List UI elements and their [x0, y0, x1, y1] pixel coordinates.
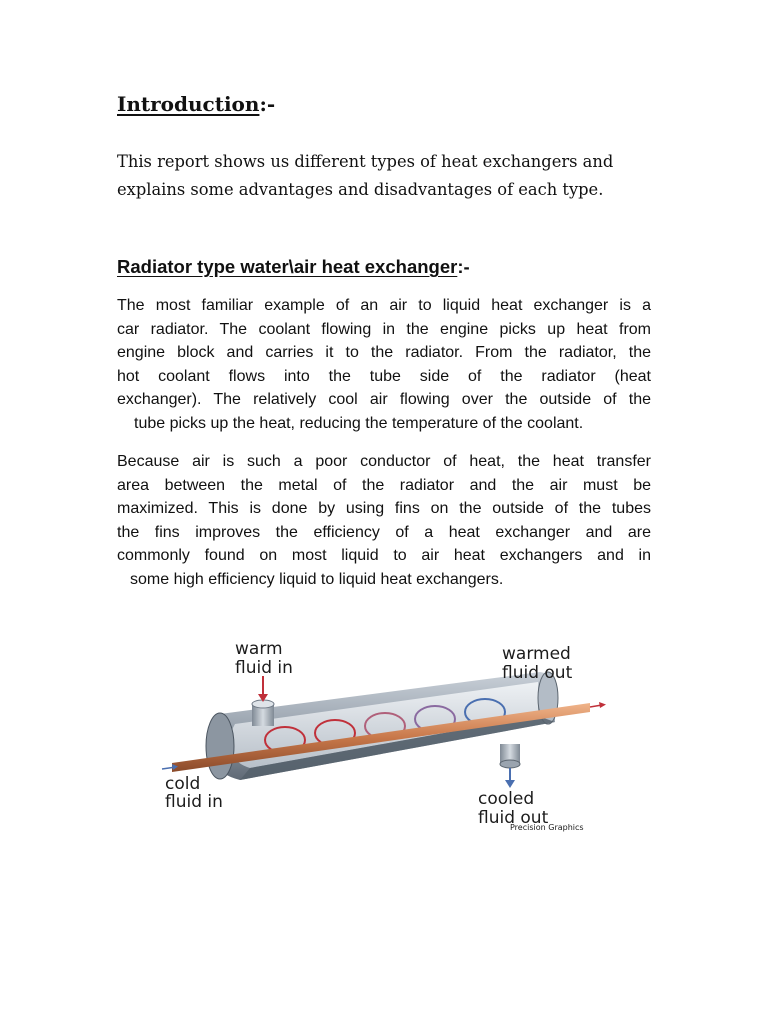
label-cold-fluid-in: fluid in [165, 792, 223, 812]
paragraph-line: some high efficiency liquid to liquid heat exchangers. [130, 570, 504, 588]
label-warm-fluid-in: fluid in [235, 658, 293, 678]
warm-inlet-nozzle [252, 676, 274, 726]
paragraph-line: area between the metal of the radiator and the air must be [117, 476, 651, 494]
paragraph-line: tube picks up the heat, reducing the temperature of the coolant. [134, 414, 584, 432]
radiator-paragraph-1 [117, 294, 651, 435]
paragraph-line: hot coolant flows into the tube side of the radiator (heat [117, 367, 651, 385]
paragraph-line: engine block and carries it to the radiator. From the radiator, the [117, 344, 651, 361]
paragraph-line: The most familiar example of an air to liquid heat exchanger is a [117, 297, 651, 314]
label-cooled-fluid-out: fluid out [478, 808, 549, 828]
label-cooled: cooled [478, 789, 535, 809]
label-warm: warm [235, 639, 283, 659]
section-heading-text: Radiator type water\air heat exchanger [117, 256, 458, 277]
paragraph-line: maximized. This is done by using fins on the outside of the tubes [117, 500, 651, 517]
intro-heading-suffix: :- [259, 92, 276, 116]
warmed-outlet-arrow [590, 702, 606, 708]
paragraph-line: car radiator. The coolant flowing in the engine picks up heat from [117, 320, 651, 338]
radiator-paragraph-2 [117, 450, 651, 591]
intro-line: explains some advantages and disadvantages of each type. [117, 180, 604, 199]
label-cold: cold [165, 774, 201, 794]
paragraph-line: commonly found on most liquid to air heat exchangers and in [117, 547, 651, 564]
label-warmed-fluid-out: fluid out [502, 663, 573, 683]
section-heading [117, 256, 470, 278]
section-heading-suffix: :- [457, 256, 470, 277]
heat-exchanger-diagram [160, 632, 610, 837]
intro-heading [117, 92, 275, 116]
intro-heading-text: Introduction [117, 92, 260, 116]
intro-paragraph [117, 148, 677, 204]
label-warmed: warmed [502, 644, 571, 664]
paragraph-line: Because air is such a poor conductor of heat, the heat transfer [117, 453, 651, 470]
intro-line: This report shows us different types of heat exchangers and [117, 152, 614, 171]
paragraph-line: the fins improves the efficiency of a heat exchanger and are [117, 523, 651, 541]
paragraph-line: exchanger). The relatively cool air flowing over the outside of the [117, 391, 651, 408]
figure-credit: Precision Graphics [510, 823, 584, 832]
cooled-outlet-nozzle [500, 744, 520, 788]
